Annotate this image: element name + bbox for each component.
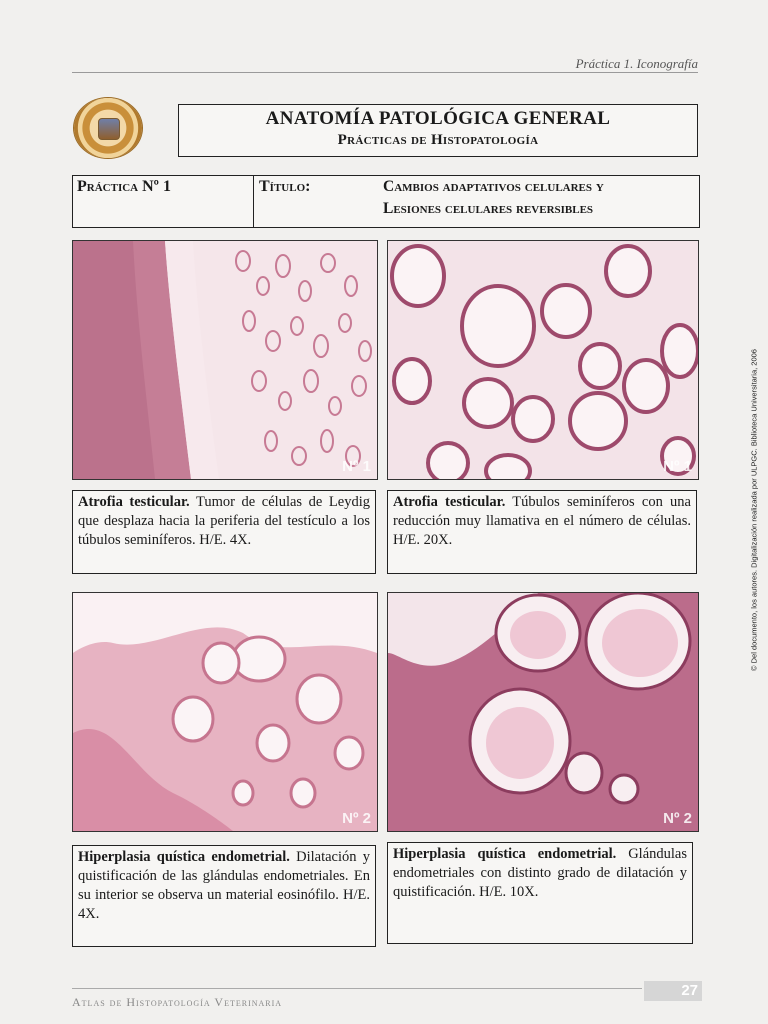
subtitle: Prácticas de Histopatología: [337, 132, 539, 148]
page-number: 27: [681, 982, 698, 999]
caption-text: Dilatación y quistificación de las glándulas endometriales. En su interior se observa un material eosinófilo. H/E. 4X.: [78, 849, 370, 922]
footer-rule: [72, 988, 642, 989]
caption-panel-2: [387, 490, 697, 574]
main-title: ANATOMÍA PATOLÓGICA GENERAL: [265, 108, 611, 129]
figure-badge: Nº 1: [663, 458, 692, 475]
caption-heading: Atrofia testicular.: [78, 494, 190, 510]
title-box: [178, 104, 698, 157]
figure-badge: Nº 2: [663, 810, 692, 827]
micrograph-testicular-atrophy-4x: [72, 240, 378, 480]
footer-book-title: Atlas de Histopatología Veterinaria: [72, 995, 283, 1009]
running-header: Práctica 1. Iconografía: [575, 56, 698, 71]
caption-heading: Hiperplasia quística endometrial.: [78, 849, 290, 865]
university-seal-logo: [74, 98, 142, 158]
header-rule: [72, 72, 698, 73]
micrograph-cystic-endometrial-hyperplasia-10x: [387, 592, 699, 832]
micrograph-seminiferous-tubules-20x: [387, 240, 699, 480]
caption-panel-3: [72, 845, 376, 947]
practice-row: [72, 175, 700, 228]
caption-text: Glándulas endometriales con distinto grado de dilatación y quistificación. H/E. 10X.: [393, 846, 688, 900]
caption-heading: Hiperplasia quística endometrial.: [393, 846, 617, 862]
title-label: Título:: [259, 178, 311, 195]
practice-title-line2: Lesiones celulares reversibles: [383, 200, 594, 217]
caption-heading: Atrofia testicular.: [393, 494, 506, 510]
practice-number: Práctica Nº 1: [77, 178, 171, 195]
caption-text: Túbulos seminíferos con una reducción muy llamativa en el número de células. H/E. 20X.: [393, 494, 691, 548]
caption-panel-4: [387, 842, 693, 944]
figure-badge: Nº 1: [342, 458, 371, 475]
caption-panel-1: [72, 490, 376, 574]
caption-text: Tumor de células de Leydig que desplaza hacia la periferia del testículo a los túbulos seminíferos. H/E. 4X.: [78, 494, 370, 548]
micrograph-cystic-endometrial-hyperplasia-4x: [72, 592, 378, 832]
practice-title-line1: Cambios adaptativos celulares y: [383, 178, 604, 195]
figure-badge: Nº 2: [342, 810, 371, 827]
copyright-sidenote: © Del documento, los autores. Digitalización realizada por ULPGC. Biblioteca Universitaria, 2006: [749, 349, 759, 671]
